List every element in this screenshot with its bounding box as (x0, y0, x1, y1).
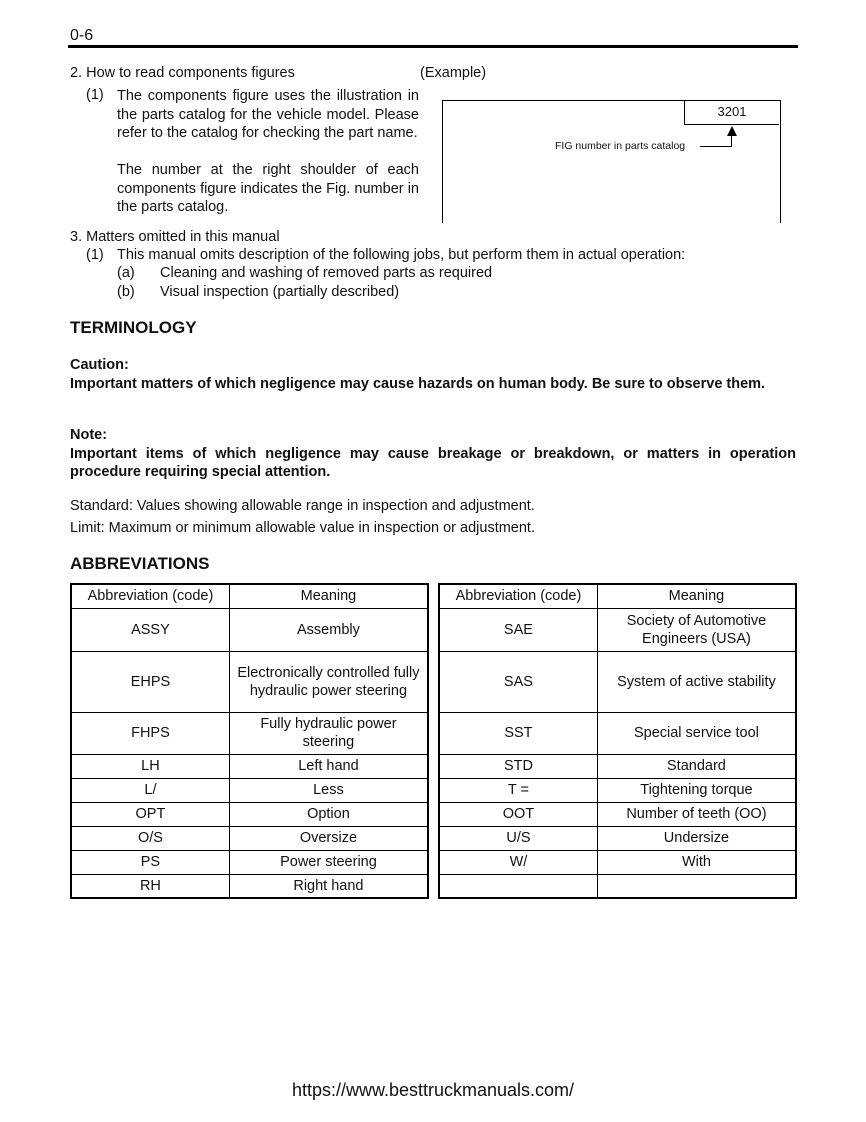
abbreviation-cell: T = (439, 778, 597, 802)
abbreviation-cell: L/ (71, 778, 229, 802)
subitem-text: Visual inspection (partially described) (160, 284, 400, 300)
table-row (71, 651, 428, 712)
meaning-cell: Left hand (229, 754, 428, 778)
abbreviation-cell: EHPS (71, 651, 229, 712)
meaning-cell: Fully hydraulic power steering (229, 712, 428, 754)
abbreviation-cell: ASSY (71, 608, 229, 651)
section-2-heading: 2. How to read components figures (70, 65, 295, 81)
meaning-cell: Undersize (597, 826, 796, 850)
abbreviation-cell: SST (439, 712, 597, 754)
fig-number-box: 3201 (684, 100, 779, 125)
table-row (439, 712, 796, 754)
meaning-cell: Society of Automotive Engineers (USA) (597, 608, 796, 651)
abbreviation-cell: OOT (439, 802, 597, 826)
abbreviation-cell: LH (71, 754, 229, 778)
column-header: Abbreviation (code) (439, 584, 597, 608)
abbreviation-cell: O/S (71, 826, 229, 850)
table-row (71, 778, 428, 802)
subitem-label: (b) (117, 284, 135, 300)
abbreviations-table-left (70, 583, 429, 899)
column-header: Abbreviation (code) (71, 584, 229, 608)
meaning-cell: Oversize (229, 826, 428, 850)
table-row (71, 826, 428, 850)
meaning-cell: Tightening torque (597, 778, 796, 802)
example-label: (Example) (420, 65, 487, 81)
table-row (71, 608, 428, 651)
table-row (439, 651, 796, 712)
abbreviations-heading: ABBREVIATIONS (70, 554, 210, 573)
note-text: Important items of which negligence may cause breakage or breakdown, or matters in operation procedure requiring special attention. (70, 446, 796, 480)
abbreviation-cell: SAE (439, 608, 597, 651)
table-row (71, 802, 428, 826)
table-row (439, 778, 796, 802)
section-3-heading: 3. Matters omitted in this manual (70, 229, 280, 245)
meaning-cell: Less (229, 778, 428, 802)
meaning-cell: Special service tool (597, 712, 796, 754)
caution-label: Caution: (70, 357, 129, 373)
standard-definition: Standard: Values showing allowable range in inspection and adjustment. (70, 498, 535, 514)
subitem-text: Cleaning and washing of removed parts as required (160, 265, 493, 281)
abbreviations-table-right (438, 583, 797, 899)
column-header: Meaning (229, 584, 428, 608)
meaning-cell (597, 874, 796, 898)
meaning-cell: Assembly (229, 608, 428, 651)
table-row (71, 754, 428, 778)
table-header-row (439, 584, 796, 608)
limit-definition: Limit: Maximum or minimum allowable value in inspection or adjustment. (70, 520, 535, 536)
table-row (439, 802, 796, 826)
arrow-up-icon (727, 126, 737, 136)
caution-text: Important matters of which negligence may cause hazards on human body. Be sure to observe them. (70, 376, 766, 392)
fig-caption: FIG number in parts catalog (555, 140, 686, 152)
section-2-text-1: The components figure uses the illustration in the parts catalog for the vehicle model. Please refer to the catalog for checking the part name. (117, 88, 419, 141)
item-number: (1) (86, 247, 104, 263)
section-2-text-2: The number at the right shoulder of each components figure indicates the Fig. number in the parts catalog. (117, 162, 419, 215)
abbreviation-cell: FHPS (71, 712, 229, 754)
header-rule (68, 45, 798, 48)
note-label: Note: (70, 427, 108, 443)
abbreviation-cell: SAS (439, 651, 597, 712)
abbreviation-cell: RH (71, 874, 229, 898)
meaning-cell: With (597, 850, 796, 874)
table-row (439, 826, 796, 850)
meaning-cell: Number of teeth (OO) (597, 802, 796, 826)
meaning-cell: System of active stability (597, 651, 796, 712)
terminology-heading: TERMINOLOGY (70, 318, 197, 337)
footer-url: https://www.besttruckmanuals.com/ (291, 1080, 575, 1100)
meaning-cell: Right hand (229, 874, 428, 898)
abbreviation-cell: STD (439, 754, 597, 778)
abbreviation-cell: U/S (439, 826, 597, 850)
table-header-row (71, 584, 428, 608)
table-row (71, 712, 428, 754)
table-row (439, 850, 796, 874)
page-number: 0-6 (70, 27, 94, 44)
column-header: Meaning (597, 584, 796, 608)
table-row (439, 754, 796, 778)
table-row (71, 874, 428, 898)
meaning-cell: Power steering (229, 850, 428, 874)
table-row (439, 874, 796, 898)
subitem-label: (a) (117, 265, 135, 281)
item-number: (1) (86, 87, 104, 103)
abbreviation-cell: OPT (71, 802, 229, 826)
table-row (71, 850, 428, 874)
abbreviation-cell (439, 874, 597, 898)
meaning-cell: Option (229, 802, 428, 826)
leader-line (700, 146, 732, 147)
abbreviation-cell: W/ (439, 850, 597, 874)
meaning-cell: Standard (597, 754, 796, 778)
table-row (439, 608, 796, 651)
section-3-text: This manual omits description of the following jobs, but perform them in actual operation: (117, 247, 686, 263)
abbreviation-cell: PS (71, 850, 229, 874)
meaning-cell: Electronically controlled fully hydraulic power steering (229, 651, 428, 712)
